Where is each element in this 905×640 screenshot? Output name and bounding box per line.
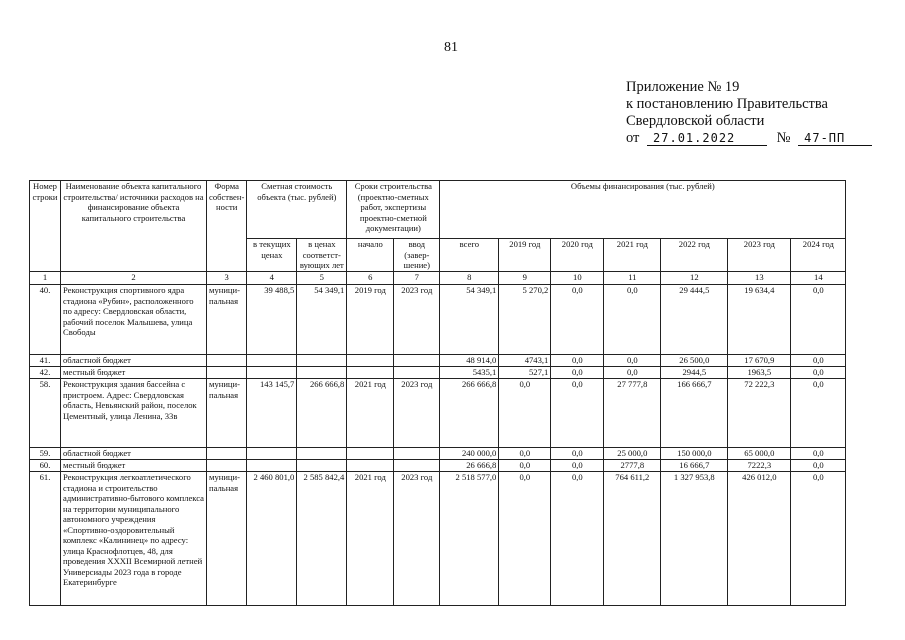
index-cell: 4 bbox=[247, 272, 297, 285]
th-2021: 2021 год bbox=[604, 239, 661, 272]
funding-2024: 0,0 bbox=[791, 355, 846, 367]
index-cell: 5 bbox=[297, 272, 347, 285]
cost-relevant: 2 585 842,4 bbox=[297, 472, 347, 606]
funding-2020: 0,0 bbox=[551, 472, 604, 606]
resolution-date: 27.01.2022 bbox=[647, 131, 767, 146]
row-number: 40. bbox=[30, 285, 61, 355]
funding-2023: 65 000,0 bbox=[728, 448, 791, 460]
ownership: муници-пальная bbox=[207, 472, 247, 606]
end-year: 2023 год bbox=[394, 472, 440, 606]
start-year bbox=[347, 367, 394, 379]
index-cell: 11 bbox=[604, 272, 661, 285]
resolution-number: 47-ПП bbox=[798, 131, 872, 146]
funding-2024: 0,0 bbox=[791, 472, 846, 606]
funding-2022: 166 666,7 bbox=[661, 379, 728, 448]
appendix-header bbox=[626, 79, 872, 147]
cost-relevant bbox=[297, 355, 347, 367]
row-number: 41. bbox=[30, 355, 61, 367]
th-ownership: Форма собствен-ности bbox=[207, 181, 247, 272]
total: 5435,1 bbox=[440, 367, 499, 379]
appendix-date-line bbox=[626, 130, 872, 147]
funding-2023: 1963,5 bbox=[728, 367, 791, 379]
end-year bbox=[394, 448, 440, 460]
cost-relevant bbox=[297, 367, 347, 379]
funding-2020: 0,0 bbox=[551, 285, 604, 355]
end-year bbox=[394, 460, 440, 472]
funding-2023: 19 634,4 bbox=[728, 285, 791, 355]
funding-2019: 0,0 bbox=[499, 472, 551, 606]
th-cost-current: в текущих ценах bbox=[247, 239, 297, 272]
th-name: Наименование объекта капитального строительства/ источники расходов на финансирование объекта капитального строительства bbox=[61, 181, 207, 272]
funding-2024: 0,0 bbox=[791, 367, 846, 379]
th-funding: Объемы финансирования (тыс. рублей) bbox=[440, 181, 846, 239]
th-2019: 2019 год bbox=[499, 239, 551, 272]
index-cell: 2 bbox=[61, 272, 207, 285]
table-row bbox=[30, 460, 846, 472]
funding-2021: 0,0 bbox=[604, 285, 661, 355]
cost-current bbox=[247, 355, 297, 367]
funding-2023: 426 012,0 bbox=[728, 472, 791, 606]
end-year bbox=[394, 367, 440, 379]
funding-2023: 17 670,9 bbox=[728, 355, 791, 367]
th-total: всего bbox=[440, 239, 499, 272]
th-cost-relevant: в ценах соответст-вующих лет bbox=[297, 239, 347, 272]
end-year: 2023 год bbox=[394, 285, 440, 355]
row-number: 42. bbox=[30, 367, 61, 379]
cost-current: 39 488,5 bbox=[247, 285, 297, 355]
table-row bbox=[30, 448, 846, 460]
table-row bbox=[30, 472, 846, 606]
number-label: № bbox=[776, 130, 791, 146]
funding-2019: 5 270,2 bbox=[499, 285, 551, 355]
object-name: областной бюджет bbox=[61, 448, 207, 460]
object-name: областной бюджет bbox=[61, 355, 207, 367]
index-cell: 9 bbox=[499, 272, 551, 285]
index-cell: 1 bbox=[30, 272, 61, 285]
th-terms: Сроки строительства (проектно-сметных работ, экспертизы проектно-сметной документации) bbox=[347, 181, 440, 239]
object-name: местный бюджет bbox=[61, 367, 207, 379]
total: 240 000,0 bbox=[440, 448, 499, 460]
cost-relevant bbox=[297, 460, 347, 472]
total: 26 666,8 bbox=[440, 460, 499, 472]
funding-2021: 764 611,2 bbox=[604, 472, 661, 606]
funding-2021: 25 000,0 bbox=[604, 448, 661, 460]
funding-2022: 2944,5 bbox=[661, 367, 728, 379]
funding-2019: 0,0 bbox=[499, 379, 551, 448]
th-2023: 2023 год bbox=[728, 239, 791, 272]
cost-current bbox=[247, 460, 297, 472]
object-name: Реконструкция легкоатлетического стадиона и строительство административно-бытового комплекса на территории муниципального автономного учреждения «Спортивно-оздоровительный комплекс «Калининец» по адресу: улица Краснофлотцев, 48, для проведения XXXII Всемирной летней Универсиады 2023 года в городе Екатеринбурге bbox=[61, 472, 207, 606]
cost-relevant: 54 349,1 bbox=[297, 285, 347, 355]
page-number: 81 bbox=[444, 40, 458, 55]
start-year: 2021 год bbox=[347, 472, 394, 606]
funding-2021: 0,0 bbox=[604, 355, 661, 367]
start-year: 2019 год bbox=[347, 285, 394, 355]
th-cost: Сметная стоимость объекта (тыс. рублей) bbox=[247, 181, 347, 239]
start-year: 2021 год bbox=[347, 379, 394, 448]
start-year bbox=[347, 460, 394, 472]
funding-2020: 0,0 bbox=[551, 448, 604, 460]
index-cell: 10 bbox=[551, 272, 604, 285]
total: 54 349,1 bbox=[440, 285, 499, 355]
funding-2019: 4743,1 bbox=[499, 355, 551, 367]
row-number: 59. bbox=[30, 448, 61, 460]
funding-2020: 0,0 bbox=[551, 367, 604, 379]
index-cell: 12 bbox=[661, 272, 728, 285]
ownership: муници-пальная bbox=[207, 285, 247, 355]
ownership bbox=[207, 460, 247, 472]
funding-2020: 0,0 bbox=[551, 379, 604, 448]
funding-2024: 0,0 bbox=[791, 379, 846, 448]
funding-table bbox=[29, 180, 846, 606]
th-2022: 2022 год bbox=[661, 239, 728, 272]
index-cell: 8 bbox=[440, 272, 499, 285]
cost-current bbox=[247, 448, 297, 460]
ownership bbox=[207, 355, 247, 367]
ownership bbox=[207, 448, 247, 460]
cost-current: 2 460 801,0 bbox=[247, 472, 297, 606]
index-cell: 14 bbox=[791, 272, 846, 285]
object-name: Реконструкция здания бассейна с пристроем. Адрес: Свердловская область, Невьянский район, поселок Цементный, улица Ленина, 33в bbox=[61, 379, 207, 448]
funding-2021: 27 777,8 bbox=[604, 379, 661, 448]
table-row bbox=[30, 379, 846, 448]
funding-2019: 0,0 bbox=[499, 460, 551, 472]
th-2024: 2024 год bbox=[791, 239, 846, 272]
table-row bbox=[30, 367, 846, 379]
appendix-region: Свердловской области bbox=[626, 113, 765, 129]
table-row bbox=[30, 355, 846, 367]
funding-2020: 0,0 bbox=[551, 460, 604, 472]
cost-current bbox=[247, 367, 297, 379]
funding-2020: 0,0 bbox=[551, 355, 604, 367]
index-cell: 3 bbox=[207, 272, 247, 285]
funding-2021: 0,0 bbox=[604, 367, 661, 379]
cost-current: 143 145,7 bbox=[247, 379, 297, 448]
header-row-1 bbox=[30, 181, 846, 239]
funding-2022: 150 000,0 bbox=[661, 448, 728, 460]
ownership bbox=[207, 367, 247, 379]
funding-2023: 72 222,3 bbox=[728, 379, 791, 448]
th-end: ввод (завер-шение) bbox=[394, 239, 440, 272]
appendix-title: Приложение № 19 bbox=[626, 79, 740, 95]
th-2020: 2020 год bbox=[551, 239, 604, 272]
funding-2019: 0,0 bbox=[499, 448, 551, 460]
end-year bbox=[394, 355, 440, 367]
start-year bbox=[347, 355, 394, 367]
funding-2023: 7222,3 bbox=[728, 460, 791, 472]
funding-2024: 0,0 bbox=[791, 285, 846, 355]
cost-relevant: 266 666,8 bbox=[297, 379, 347, 448]
funding-2022: 29 444,5 bbox=[661, 285, 728, 355]
total: 266 666,8 bbox=[440, 379, 499, 448]
funding-2022: 16 666,7 bbox=[661, 460, 728, 472]
index-cell: 7 bbox=[394, 272, 440, 285]
th-start: начало bbox=[347, 239, 394, 272]
ownership: муници-пальная bbox=[207, 379, 247, 448]
total: 2 518 577,0 bbox=[440, 472, 499, 606]
table-row bbox=[30, 285, 846, 355]
funding-2024: 0,0 bbox=[791, 460, 846, 472]
total: 48 914,0 bbox=[440, 355, 499, 367]
funding-2019: 527,1 bbox=[499, 367, 551, 379]
index-cell: 13 bbox=[728, 272, 791, 285]
cost-relevant bbox=[297, 448, 347, 460]
from-label: от bbox=[626, 130, 640, 146]
start-year bbox=[347, 448, 394, 460]
row-number: 58. bbox=[30, 379, 61, 448]
row-number: 60. bbox=[30, 460, 61, 472]
row-number: 61. bbox=[30, 472, 61, 606]
funding-2022: 1 327 953,8 bbox=[661, 472, 728, 606]
funding-2021: 2777,8 bbox=[604, 460, 661, 472]
index-cell: 6 bbox=[347, 272, 394, 285]
funding-2024: 0,0 bbox=[791, 448, 846, 460]
appendix-resolution: к постановлению Правительства bbox=[626, 96, 828, 112]
column-index-row bbox=[30, 272, 846, 285]
object-name: местный бюджет bbox=[61, 460, 207, 472]
th-row-no: Номер строки bbox=[30, 181, 61, 272]
funding-2022: 26 500,0 bbox=[661, 355, 728, 367]
object-name: Реконструкция спортивного ядра стадиона «Рубин», расположенного по адресу: Свердловская области, рабочий поселок Малышева, улица Свободы bbox=[61, 285, 207, 355]
end-year: 2023 год bbox=[394, 379, 440, 448]
